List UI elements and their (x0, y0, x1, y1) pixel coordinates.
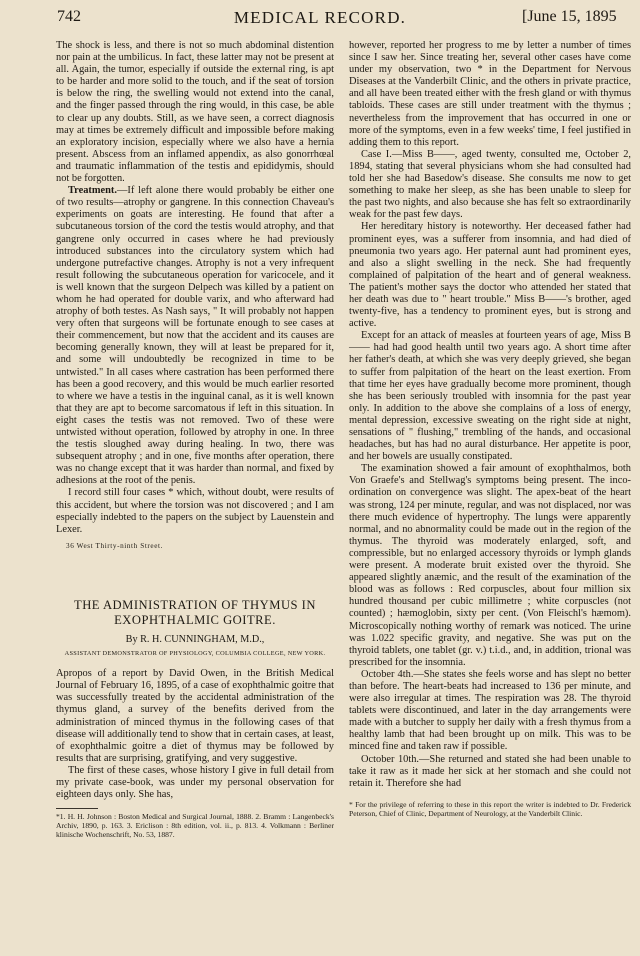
left-column (56, 40, 334, 839)
article-paragraph: The first of these cases, whose history I give in full detail from my private case-book, was under my personal observation for eighteen days only. She has, (56, 764, 334, 801)
footnote: *1. H. H. Johnson : Boston Medical and Surgical Journal, 1888. 2. Bramm : Langenbeck's Archiv, 1890, p. 163. 3. Ericlison : 8th edition, vol. ii., p. 813. 4. Volkmann : Berliner klinische Wochenschrift, No. 53, 1887. (56, 812, 334, 840)
article-paragraph: Apropos of a report by David Owen, in the British Medical Journal of February 16, 1895, of a case of exophthalmic goitre that was successfully treated by the accidental administration of the thymus gland, a survey of the benefits derived from the administration of minced thymus in the following cases of that disease will additionally tend to show that in certain cases, at least, of exophthalmic goitre a diet of thymus may be followed by results that are surprising, gratifying, and very suggestive. (56, 668, 334, 764)
paragraph: Case I.—Miss B——, aged twenty, consulted me, October 2, 1894, stating that several physicians whom she had consulted had told her she had Basedow's disease. She consults me now to get something to make her sleep, as she has been unable to sleep for the past two nights, and also because she has felt so extraordinarily weak for the past few days. (349, 148, 631, 221)
author-credit: ASSISTANT DEMONSTRATOR OF PHYSIOLOGY, COLUMBIA COLLEGE, NEW YORK. (64, 650, 326, 658)
byline: By R. H. CUNNINGHAM, M.D., (125, 633, 265, 645)
right-column (349, 40, 631, 818)
treatment-paragraph (56, 185, 334, 487)
closing-paragraph: I record still four cases * which, without doubt, were results of this accident, but where the torsion was not discovered ; and I am especially indebted to the papers on the subject by Lauenstein and Lexer. (56, 487, 334, 535)
treatment-heading: Treatment. (68, 185, 117, 197)
footnote: * For the privilege of referring to these in this report the writer is indebted to Dr. Frederick Peterson, Chief of Clinic, Department of Neurology, at the Vanderbilt Clinic. (349, 799, 631, 818)
page-header (0, 0, 640, 34)
treatment-text: —If left alone there would probably be either one of two results—atrophy or gangrene. In this connection Chaveau's experiments on goats are interesting. He found that after a subcutaneous torsion of the cord the testis would atrophy, and that gangrene only occurred in cases where he had previously introduced substances into the circulatory system which had undergone putrefactive changes. Atrophy is not a very infrequent result following the subcutaneous operation for varicocele, and it is well known that the surgeon Delpech was killed by a patient on whom he had operated for double varix, and who afterward had atrophy of both testes. As Nash says, " It will probably not happen very often that surgeons will be fortunate enough to see cases at their commencement, but now that the accident and its causes are becoming generally known, they will at least be prepared for it, and some will undoubtedly be recognized in time to be untwisted." In all cases where castration has been performed there has been a good recovery, and this would be much earlier resorted to where we have a testis in the inguinal canal, as it is well known that they are apt to become sarcomatous if left in this situation. In eight cases the testis was not removed. Two of these were untwisted without operation, followed by atrophy in one. In three the testis sloughed away during healing. In two, there was subsequent atrophy ; and in one, five months after operation, there was no change except that it was harder than normal, and fixed by adhesions at the root of the penis. (56, 185, 334, 487)
paragraph: The shock is less, and there is not so much abdominal distention nor pain at the umbilicus. In fact, these latter may not be present at all. Again, the tumor, especially if outside the external ring, is apt to be harder and more solid to the touch, and if the seat of torsion is below the ring, the swelling would not extend into the canal, and the finger passed through the ring would, in this case, be able to clear up any doubts. Still, as we have seen, a correct diagnosis may at times be extremely difficult and impossible before making an exploratory incision, especially where we also have a hernia present. Abscess from an inflamed appendix, as also gonorrhœal and traumatic inflammation of the testis and epididymis, should not be forgotten. (56, 40, 334, 185)
journal-title: MEDICAL RECORD. (233, 8, 407, 27)
page-number: 742 (57, 8, 81, 25)
paragraph: October 4th.—She states she feels worse and has slept no better than before. The heart-beats had increased to 136 per minute, and were also irregular at times. The respiration was 28. The thyroid tablets were discontinued, and later in the day arrangements were made with a butcher to supply her daily with a fresh thymus from a healthy lamb that had been brought up on milk. This was to be minced fine and taken raw if possible. (349, 668, 631, 753)
article-title: THE ADMINISTRATION OF THYMUS IN EXOPHTHALMIC GOITRE. (74, 597, 316, 627)
footnote-divider (56, 808, 98, 809)
spacer (56, 552, 334, 598)
paragraph: Except for an attack of measles at fourteen years of age, Miss B—— had had good health until two years ago. A short time after her father's death, at which she was very deeply grieved, she began to suffer from palpitation of the heart on the least exertion. From that time her eyes have gradually become more prominent, though she has been seriously troubled with insomnia for the past year only. In addition to the above she complains of a loss of energy, mental depression, excessive sweating on the right side at night, sensations of " flushing," trembling of the hands, and occasional headaches, but has had no aural disturbance. Her appetite is poor, and her bowels are usually constipated. (349, 330, 631, 463)
paragraph: The examination showed a fair amount of exophthalmos, both Von Graefe's and Stellwag's symptoms being present. The inco-ordination on convergence was slight. The apex-beat of the heart was strong, 124 per minute, regular, and was not displaced, nor was there much evidence of hypertrophy. The lungs were apparently normal, and no abnormality could be made out in the region of the thymus. The thyroid was moderately enlarged, soft, and compressible, but no enlarged accessory thyroids or lymph glands were present. A moderate bruit existed over the thyroid. She appeared slightly anæmic, and the result of the examination of the blood was as follows : Red corpuscles, about four million six hundred thousand per cubic millimetre ; white corpuscles (not counted) ; hæmoglobin, sixty per cent. (Von Fleischl's hæmom). Microscopically nothing worthy of remark was noticed. The urine was 1.022 specific gravity, and negative. She was put on the thyroid tablets, one tablet (gr. v.) t.i.d., and, in addition, trional was prescribed for the insomnia. (349, 463, 631, 668)
issue-date: [June 15, 1895 (522, 8, 617, 25)
author-address: 36 West Thirty-ninth Street. (66, 541, 164, 550)
paragraph: Her hereditary history is noteworthy. Her deceased father had prominent eyes, was a sufferer from insomnia, and had died of pneumonia two years ago. Her paternal aunt had prominent eyes, and also a slight swelling in the neck. She had frequently complained of palpitation of the heart and of general weakness. The patient's mother says the doctor who attended her stated that her death was due to " heart trouble." Miss B——'s brother, aged twenty-five, has a tendency to prominent eyes, but is strong and active. (349, 221, 631, 330)
paragraph: however, reported her progress to me by letter a number of times since I saw her. Since treating her, several other cases have come under my observation, two * in the Department for Nervous Diseases at the Vanderbilt Clinic, and the others in private practice, and all have been treated either with the fresh gland or with thymus tabloids. These cases are still under treatment with the thymus ; nevertheless from the improvement that has occurred in one or more of the symptoms, even in a few weeks' time, I feel justified in adding them to this report. (349, 40, 631, 148)
paragraph: October 10th.—She returned and stated she had been unable to take it raw as it made her sick at her stomach and she could not retain it. Therefore she had (349, 753, 631, 789)
